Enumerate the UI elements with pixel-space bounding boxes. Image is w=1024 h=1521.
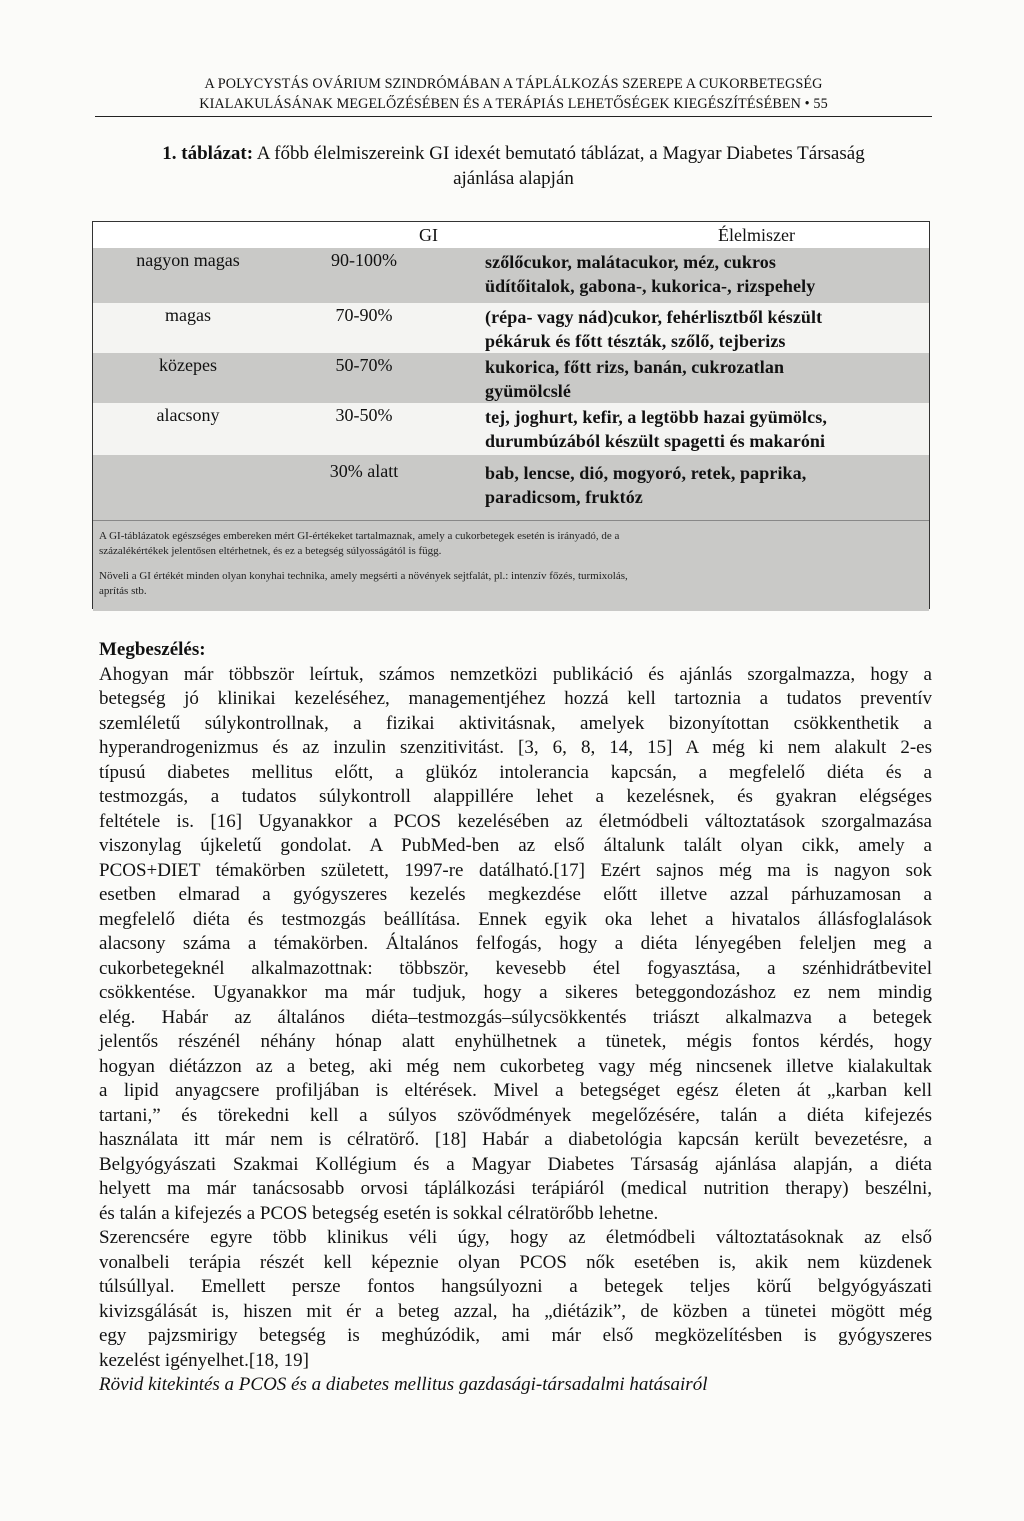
- row-gi: 90-100%: [331, 250, 397, 270]
- gi-table: [92, 221, 930, 609]
- body-line: csökkentése. Ugyanakkor ma már tudjuk, hogy a sikeres beteggondozáshoz ez nem mindig: [99, 982, 932, 1003]
- body-line: esetben elmarad a gyógyszeres kezelés megkezdése előtt illetve azzal párhuzamosan a: [99, 884, 932, 905]
- section-heading: Megbeszélés:: [99, 639, 206, 660]
- body-line: Belgyógyászati Szakmai Kollégium és a Magyar Diabetes Társaság ajánlása alapján, a diéta: [99, 1153, 932, 1175]
- table-row: [93, 303, 929, 353]
- row-category: alacsony: [156, 405, 220, 425]
- body-text: [99, 638, 932, 1398]
- row-food: kukorica, főtt rizs, banán, cukrozatlan gyümölcslé: [485, 357, 785, 401]
- row-food: bab, lencse, dió, mogyoró, retek, paprika, paradicsom, fruktóz: [485, 463, 807, 507]
- table-row: [93, 353, 929, 403]
- row-food: (répa- vagy nád)cukor, fehérlisztből készült pékáruk és főtt tészták, szőlő, tejberizs: [485, 307, 823, 351]
- body-line: vonalbeli terápia részét kell képeznie olyan PCOS nők esetében is, akik nem küzdenek: [99, 1251, 932, 1273]
- body-line: túlsúllyal. Emellett persze fontos hangsúlyozni a betegek teljes körű belgyógyászati: [99, 1276, 932, 1297]
- row-category: nagyon magas: [136, 250, 240, 270]
- body-line: a lipid anyagcsere profiljában is eltérések. Mivel a betegséget egész életen át „karban kell: [99, 1080, 932, 1101]
- row-category: közepes: [159, 355, 217, 375]
- body-line: hogyan diétázzon az a beteg, aki még nem cukorbeteg vagy még nincsenek illetve kialakultak: [99, 1055, 932, 1077]
- row-category: magas: [165, 305, 211, 325]
- body-line: PCOS+DIET témakörben született, 1997-re datálható.[17] Ezért sajnos még ma is nagyon sok: [99, 859, 932, 881]
- body-line: testmozgás, a tudatos súlykontroll alappillére lehet a kezelésnek, és gyakran elégséges: [99, 786, 932, 807]
- table-row: [93, 248, 929, 303]
- caption-label: 1. táblázat:: [162, 143, 254, 164]
- body-line: tartani,” és törekedni kell a súlyos szövődmények megelőzésére, talán a diéta kifejezés: [99, 1104, 932, 1126]
- header-gi: GI: [419, 225, 438, 245]
- caption-text-line-1: A főbb élelmiszereink GI idexét bemutató táblázat, a Magyar Diabetes Társaság: [256, 143, 865, 164]
- body-line: hyperandrogenizmus és az inzulin szenzitivitást. [3, 6, 8, 14, 15] A még ki nem alakult 2-es: [99, 737, 932, 758]
- table-header: [93, 222, 929, 248]
- body-line: szemléletű súlykontrollnak, a fizikai aktivitásnak, amelyek bizonyítottan csökkenthetik a: [99, 712, 932, 734]
- table-notes: [93, 520, 929, 611]
- body-line: betegség jó klinikai kezeléséhez, managementjéhez hozzá kell tartoznia a tudatos preventív: [99, 688, 932, 709]
- body-paragraphs: [99, 663, 932, 1374]
- running-header: [95, 74, 932, 117]
- body-line: viszonylag újkeletű gondolat. A PubMed-ben az első általunk talált olyan cikk, amely a: [99, 835, 932, 856]
- caption-text-line-2: ajánlása alapján: [453, 168, 574, 189]
- row-gi: 50-70%: [335, 355, 393, 375]
- body-line: kezelést igényelhet.[18, 19]: [99, 1349, 309, 1371]
- subsection-heading-italic: Rövid kitekintés a PCOS és a diabetes mellitus gazdasági-társadalmi hatásairól: [99, 1374, 708, 1395]
- body-line: feltétele is. [16] Ugyanakkor a PCOS kezelésében az életmódbeli változtatások szorgalmazása: [99, 810, 932, 832]
- body-line: kivizsgálását is, hiszen mit ér a beteg azzal, ha „diétázik”, de közben a tünetei mögött még: [99, 1300, 932, 1322]
- body-line: Szerencsére egyre több klinikus véli úgy, hogy az életmódbeli változtatásoknak az első: [99, 1227, 932, 1248]
- table-note-2: Növeli a GI értékét minden olyan konyhai technika, amely megsérti a növények sejtfalát, pl.: intenzív főzés, turmixolás, aprítás stb.: [99, 570, 628, 597]
- header-food: Élelmiszer: [718, 225, 795, 245]
- body-line: és talán a kifejezés a PCOS betegség esetén is sokkal célratörőbb lehetne.: [99, 1202, 659, 1224]
- running-header-line-1: A POLYCYSTÁS OVÁRIUM SZINDRÓMÁBAN A TÁPLÁLKOZÁS SZEREPE A CUKORBETEGSÉG: [204, 76, 823, 92]
- body-line: egy pajzsmirigy betegség is meghúzódik, ami már első megközelítésben is gyógyszeres: [99, 1325, 932, 1346]
- table-row: [93, 403, 929, 455]
- body-line: megfelelő diéta és testmozgás beállítása. Ennek egyik oka lehet a hivatalos állásfoglalások: [99, 908, 932, 930]
- row-gi: 30-50%: [335, 405, 393, 425]
- body-line: elég. Habár az általános diéta–testmozgás–súlycsökkentés triászt alkalmazva a betegek: [99, 1006, 932, 1028]
- table-row: [93, 455, 929, 520]
- body-line: típusú diabetes mellitus előtt, a glükóz intolerancia kapcsán, a megfelelő diéta és a: [99, 761, 932, 783]
- body-line: alacsony száma a témakörben. Általános felfogás, hogy a diéta lényegében feleljen meg a: [99, 933, 932, 954]
- row-food: tej, joghurt, kefir, a legtöbb hazai gyümölcs, durumbúzából készült spagetti és makaróni: [485, 407, 827, 451]
- body-line: jelentős részénél néhány hónap alatt enyhülhetnek a tünetek, mégis fontos kérdés, hogy: [99, 1031, 932, 1052]
- running-header-line-2: KIALAKULÁSÁNAK MEGELŐZÉSÉBEN ÉS A TERÁPIÁS LEHETŐSÉGEK KIEGÉSZÍTÉSÉBEN • 55: [199, 96, 828, 112]
- row-gi: 70-90%: [335, 305, 393, 325]
- table-caption: [95, 141, 932, 191]
- body-line: cukorbetegeknél alkalmazottnak: többször, kevesebb étel fogyasztása, a szénhidrátbevitel: [99, 957, 932, 979]
- table-note-1: A GI-táblázatok egészséges embereken mért GI-értékeket tartalmaznak, amely a cukorbetegek esetén is irányadó, de a százalékértékek jelentősen eltérhetnek, és ez a betegség súlyosságától is függ.: [99, 530, 620, 557]
- row-gi: 30% alatt: [329, 461, 399, 481]
- body-line: Ahogyan már többször leírtuk, számos nemzetközi publikáció és ajánlás szorgalmazza, hogy a: [99, 663, 932, 685]
- body-line: használata itt már nem is célratörő. [18] Habár a diabetológia kapcsán került bevezetésre, a: [99, 1129, 932, 1150]
- row-food: szőlőcukor, malátacukor, méz, cukros üdítőitalok, gabona-, kukorica-, rizspehely: [485, 252, 816, 296]
- body-line: helyett ma már tanácsosabb orvosi táplálkozási terápiáról (medical nutrition therapy) beszélni,: [99, 1178, 932, 1199]
